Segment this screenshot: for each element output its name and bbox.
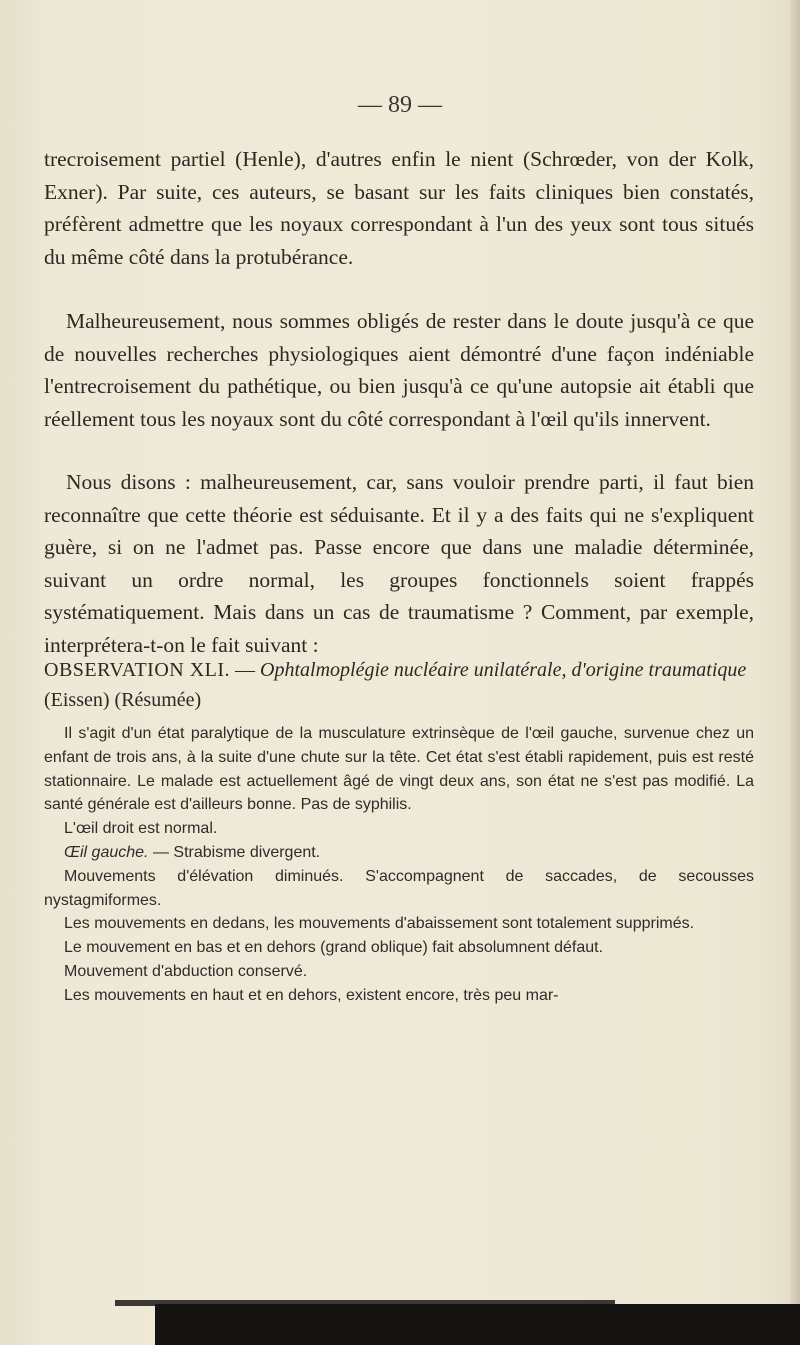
paragraph-3: Nous disons : malheureusement, car, sans vouloir prendre parti, il faut bien reconnaître que cette théorie est séduisante. Et il y a des faits qui ne s'expliquent guère, si on ne l'admet pas. Passe encore que dans une maladie déterminée, suivant un ordre normal, les groupes fonctionnels soient frappés systématiquement. Mais dans un cas de traumatisme ? Comment, par exemple, interprétera-t-on le fait suivant : (44, 470, 754, 657)
summary-intro: Il s'agit d'un état paralytique de la musculature extrinsèque de l'œil gauche, survenue chez un enfant de trois ans, à la suite d'une chute sur la tête. Cet état s'est établi rapidement, puis est resté stationnaire. Le malade est actuellement âgé de vingt deux ans, son état ne s'est pas modifié. La santé générale est d'ailleurs bonne. Pas de syphilis. (44, 725, 754, 814)
summary-down-out: Le mouvement en bas et en dehors (grand oblique) fait absolumnent défaut. (64, 939, 604, 957)
page-number: — 89 — (358, 92, 442, 118)
observation-heading (44, 655, 754, 715)
summary-left-eye (44, 841, 754, 865)
summary-up-out: Les mouvements en haut et en dehors, existent encore, très peu mar- (64, 986, 559, 1004)
observation-source: (Eissen) (Résumée) (44, 689, 202, 711)
left-eye-label: Œil gauche. (64, 843, 149, 861)
observation-dash: — (230, 659, 261, 681)
summary-right-eye: L'œil droit est normal. (64, 820, 218, 838)
paragraph-1: trecroisement partiel (Henle), d'autres enfin le nient (Schrœder, von der Kolk, Exner). Par suite, ces auteurs, se basant sur les faits cliniques bien constatés, préfèrent admettre que les noyaux correspondant à l'un des yeux sont tous situés du même côté dans la protubérance. (44, 147, 754, 269)
summary-elevation: Mouvements d'élévation diminués. S'accompagnent de saccades, de secousses nystagmiformes. (44, 867, 754, 909)
observation-title: Ophtalmoplégie nucléaire unilatérale, d'origine traumatique (260, 659, 747, 681)
left-eye-text: — Strabisme divergent. (148, 843, 321, 861)
observation-label: OBSERVATION XLI. (44, 659, 231, 681)
summary-abduction: Mouvement d'abduction conservé. (64, 962, 308, 980)
page-edge-shadow (790, 0, 800, 1345)
paragraph-2: Malheureusement, nous sommes obligés de rester dans le doute jusqu'à ce que de nouvelles recherches physiologiques aient démontré d'une façon indéniable l'entrecroisement du pathétique, ou bien jusqu'à ce qu'une autopsie ait établi que réellement tous les noyaux sont du côté correspondant à l'œil qu'ils innervent. (44, 309, 754, 431)
observation-summary (44, 722, 754, 1008)
summary-inward: Les mouvements en dedans, les mouvements d'abaissement sont totalement supprimés. (64, 915, 695, 933)
scan-bottom-border (155, 1304, 800, 1345)
